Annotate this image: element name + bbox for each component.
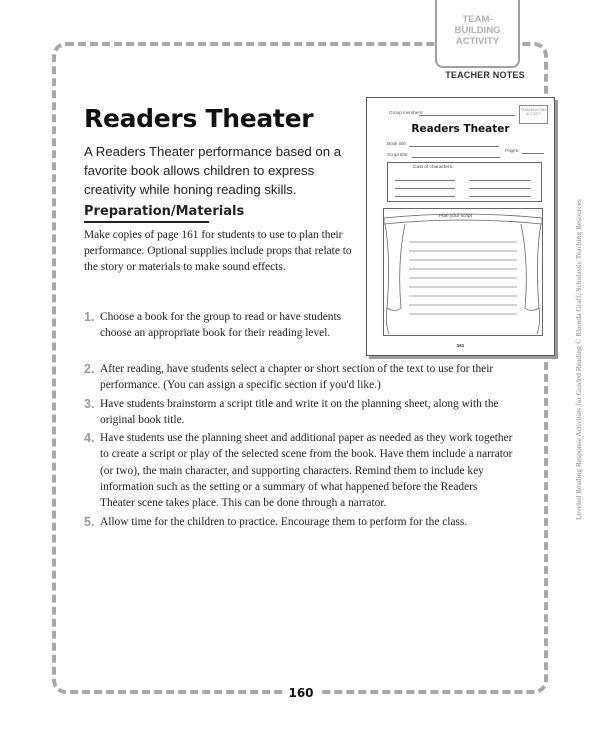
preparation-text: Make copies of page 161 for students to use to plan their performance. Optional supplies include props that relate to the story or materials to make sound effects. [84,229,352,273]
thumb-rule [412,157,500,158]
step-number: 1. [84,310,95,324]
step-text: Have students brainstorm a script title and write it on the planning sheet, along with the original book title. [100,397,499,426]
thumb-rule [469,180,531,181]
thumb-pages: Pages: [505,148,520,153]
thumb-rule [409,146,499,147]
thumb-rule [395,188,455,189]
thumb-rule [522,153,544,154]
thumb-rule [419,115,515,116]
thumb-page-number: 161 [456,343,465,348]
step-item [84,361,514,394]
teacher-notes-label: TEACHER NOTES [440,70,530,80]
step-item [84,430,514,511]
thumb-badge: TEAM-BUILDING ACTIVITY [519,105,548,124]
section-underline [84,221,209,223]
tab-line-2: BUILDING [454,25,501,36]
step-text: After reading, have students select a chapter or short section of the text to use for their performance. (You can assign a specific section if you'd like.) [100,363,494,392]
thumb-plan-label: Plan your script [439,214,473,219]
step-number: 3. [84,396,95,411]
step-text: Have students use the planning sheet and additional paper as needed as they work together to create a script or play of the selected scene from the book. Have them include a narrator (or two), the main character, and supporting characters. Remind them to include key information such as the setting or a summary of what happened before the Readers Theater scene takes place. This can be done through a narrator. [100,432,513,510]
tab-line-1: TEAM- [462,14,493,25]
thumb-rule [395,180,455,181]
thumb-book-title: Book title: [387,141,408,146]
thumb-group-members: Group members: [389,110,424,115]
step-number: 4. [84,431,95,446]
step-item [84,514,514,530]
step-number: 5. [84,514,95,529]
step-item [84,396,514,429]
activity-tab [435,0,520,68]
thumb-title: Readers Theater [411,123,510,135]
page-title: Readers Theater [84,104,314,133]
step-text: Allow time for the children to practice. Encourage them to perform for the class. [100,515,468,528]
thumb-curtain-icon [383,208,543,336]
page-number: 160 [283,683,319,703]
step-item [84,309,348,359]
worksheet-thumbnail [366,97,555,356]
step-text: Choose a book for the group to read or have students choose an appropriate book for their reading level. [100,311,342,340]
thumb-rule [395,196,455,197]
step-number: 2. [84,362,95,376]
preparation-heading: Preparation/Materials [84,204,245,219]
thumb-rule [469,188,531,189]
thumb-script-title: Script title: [387,152,409,157]
intro-paragraph: A Readers Theater performance based on a favorite book allows children to express creativity while honing reading skills. [84,144,342,197]
tab-line-3: ACTIVITY [455,36,500,47]
thumb-cast-label: Cast of characters: [413,165,454,170]
thumb-rule [469,196,531,197]
